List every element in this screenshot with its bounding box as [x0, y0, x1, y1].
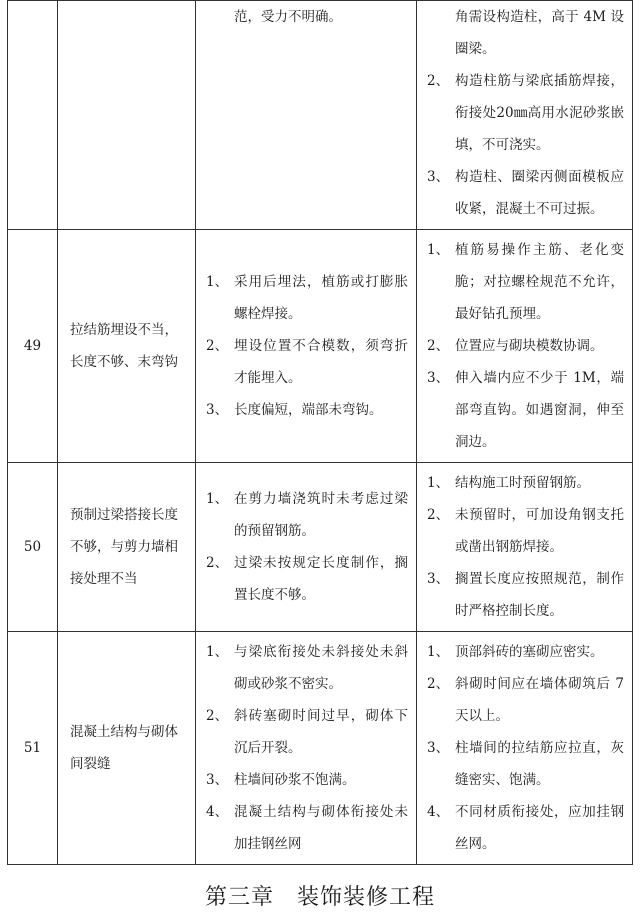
measure-item	[421, 499, 624, 563]
cause-item	[200, 330, 408, 394]
measure-number: 2、	[427, 73, 450, 89]
cause-text: 采用后埋法，植筋或打膨胀螺栓焊接。	[234, 274, 408, 322]
cause-item	[200, 700, 408, 764]
row-number: 49	[8, 230, 58, 463]
measure-number: 3、	[427, 169, 450, 185]
measure-item	[421, 467, 624, 499]
measure-item	[421, 65, 624, 161]
cause-number: 3、	[206, 772, 229, 788]
measure-number: 3、	[427, 370, 450, 386]
measure-number: 2、	[427, 338, 450, 354]
defects-table	[7, 0, 633, 865]
cause-number: 3、	[206, 402, 229, 418]
measure-text: 不同材质衔接处，应加挂钢丝网。	[455, 804, 624, 852]
cause-text: 斜砖塞砌时间过早，砌体下沉后开裂。	[234, 708, 408, 756]
cause-item	[200, 796, 408, 860]
cause-number: 1、	[206, 491, 229, 507]
measure-text: 构造柱、圈梁丙侧面模板应收紧，混凝土不可过振。	[455, 169, 624, 217]
defect-item	[58, 1, 196, 230]
measure-item	[421, 668, 624, 732]
measure-number: 3、	[427, 740, 450, 756]
cause-item	[200, 1, 408, 33]
cause-number: 2、	[206, 338, 229, 354]
row-number	[8, 1, 58, 230]
measure-item	[421, 636, 624, 668]
measure-text: 植筋易操作主筋、老化变脆；对拉螺栓规范不允许，最好钻孔预埋。	[455, 242, 624, 322]
cause-number: 1、	[206, 644, 229, 660]
cause-text: 长度偏短，端部未弯钩。	[234, 402, 383, 418]
measure-item	[421, 161, 624, 225]
causes-cell	[196, 1, 417, 230]
cause-number: 4、	[206, 804, 229, 820]
cause-text: 柱墙间砂浆不饱满。	[234, 772, 356, 788]
measure-text: 未预留时，可加设角钢支托或凿出钢筋焊接。	[455, 507, 624, 555]
measure-text: 角需设构造柱，高于 4M 设圈梁。	[455, 9, 624, 57]
measures-cell	[417, 1, 633, 230]
measure-text: 结构施工时预留钢筋。	[455, 475, 590, 491]
chapter-title: 第三章 装饰装修工程	[204, 885, 435, 910]
cause-text: 在剪力墙浇筑时未考虑过梁的预留钢筋。	[234, 491, 408, 539]
table-row	[8, 463, 633, 632]
measures-cell	[417, 632, 633, 865]
measure-text: 构造柱筋与梁底插筋焊接，衔接处20㎜高用水泥砂浆嵌填，不可浇实。	[455, 73, 624, 153]
measure-text: 顶部斜砖的塞砌应密实。	[455, 644, 604, 660]
table-row	[8, 1, 633, 230]
measure-number: 1、	[427, 242, 450, 258]
row-number: 50	[8, 463, 58, 632]
measure-number: 2、	[427, 507, 450, 523]
cause-text: 埋设位置不合模数，须弯折才能埋入。	[234, 338, 408, 386]
measure-number: 2、	[427, 676, 450, 692]
table-row	[8, 230, 633, 463]
cause-text: 过梁未按规定长度制作，搁置长度不够。	[234, 555, 408, 603]
measure-text: 伸入墙内应不少于 1M，端部弯直钩。如遇窗洞，伸至洞边。	[455, 370, 624, 450]
cause-text: 混凝土结构与砌体衔接处未加挂钢丝网	[234, 804, 408, 852]
measure-item	[421, 796, 624, 860]
cause-item	[200, 547, 408, 611]
measure-text: 搁置长度应按照规范，制作时严格控制长度。	[455, 571, 624, 619]
causes-cell	[196, 230, 417, 463]
cause-item	[200, 483, 408, 547]
cause-item	[200, 636, 408, 700]
measure-number: 1、	[427, 475, 450, 491]
cause-item	[200, 764, 408, 796]
measure-item	[421, 732, 624, 796]
defect-item: 拉结筋埋设不当，长度不够、末弯钩	[58, 230, 196, 463]
measure-item	[421, 563, 624, 627]
measure-item	[421, 234, 624, 330]
measure-item	[421, 1, 624, 65]
cause-number: 1、	[206, 274, 229, 290]
cause-number: 2、	[206, 708, 229, 724]
measure-item	[421, 330, 624, 362]
cause-item	[200, 394, 408, 426]
measure-number: 4、	[427, 804, 450, 820]
cause-item	[200, 266, 408, 330]
measure-number: 1、	[427, 644, 450, 660]
measures-cell	[417, 463, 633, 632]
cause-number: 2、	[206, 555, 229, 571]
measure-text: 位置应与砌块模数协调。	[455, 338, 604, 354]
causes-cell	[196, 632, 417, 865]
measures-cell	[417, 230, 633, 463]
defect-item: 预制过梁搭接长度不够，与剪力墙相接处理不当	[58, 463, 196, 632]
cause-text: 范，受力不明确。	[234, 9, 342, 25]
measure-item	[421, 362, 624, 458]
row-number: 51	[8, 632, 58, 865]
measure-number: 3、	[427, 571, 450, 587]
cause-text: 与梁底衔接处未斜接处未斜砌或砂浆不密实。	[234, 644, 408, 692]
table-row	[8, 632, 633, 865]
measure-text: 斜砌时间应在墙体砌筑后 7 天以上。	[455, 676, 624, 724]
measure-text: 柱墙间的拉结筋应拉直，灰缝密实、饱满。	[455, 740, 624, 788]
defect-item: 混凝土结构与砌体间裂缝	[58, 632, 196, 865]
causes-cell	[196, 463, 417, 632]
